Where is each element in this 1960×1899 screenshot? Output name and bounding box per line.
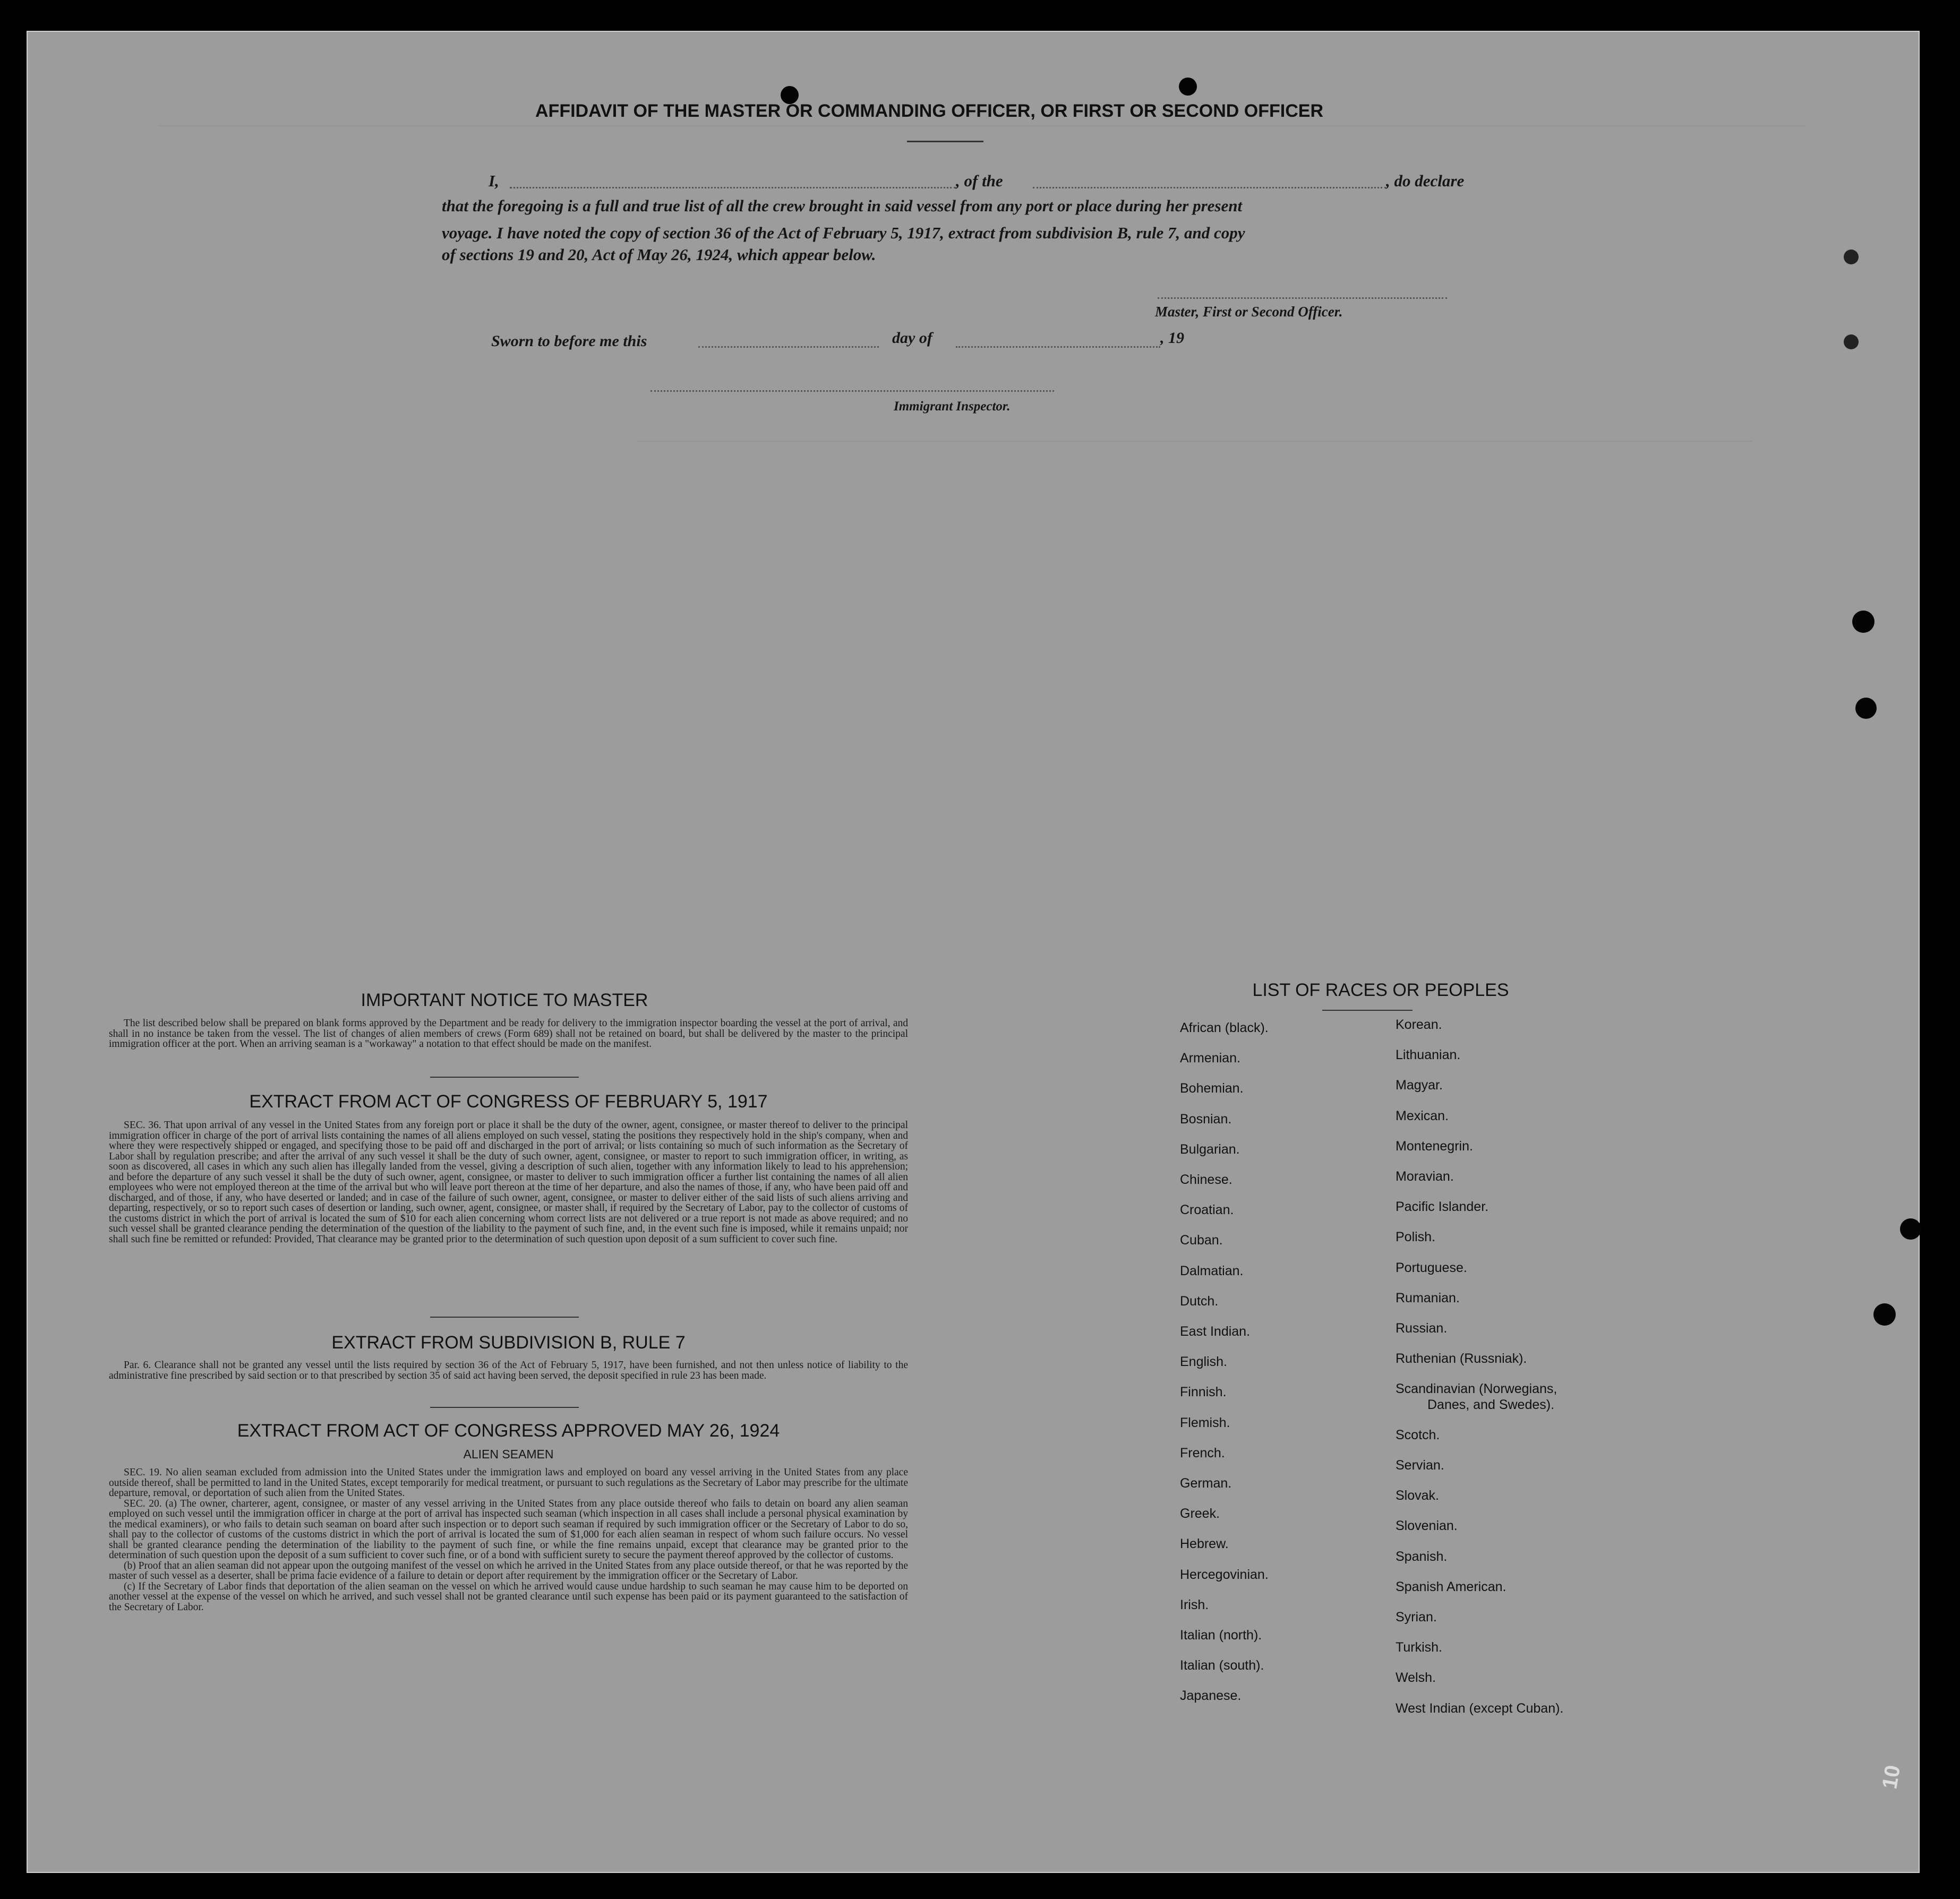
race-item: Syrian.	[1396, 1610, 1437, 1625]
sworn-label: Sworn to before me this	[491, 332, 647, 350]
race-item: Spanish.	[1396, 1549, 1448, 1564]
race-item: Scotch.	[1396, 1427, 1440, 1442]
inspector-signature-field[interactable]	[651, 390, 1054, 392]
section-divider	[430, 1407, 579, 1408]
race-item: Scandinavian (Norwegians,	[1396, 1381, 1557, 1397]
extract-1924-title: EXTRACT FROM ACT OF CONGRESS APPROVED MAY 26, 1924	[237, 1421, 780, 1441]
race-item: Bohemian.	[1180, 1081, 1244, 1096]
vessel-name-field[interactable]	[1033, 187, 1386, 188]
race-item: Bulgarian.	[1180, 1141, 1240, 1157]
race-item: Hercegovinian.	[1180, 1567, 1269, 1582]
race-item: Finnish.	[1180, 1385, 1227, 1400]
sworn-month-field[interactable]	[956, 346, 1160, 348]
race-item: Chinese.	[1180, 1172, 1233, 1187]
affidavit-title: AFFIDAVIT OF THE MASTER OR COMMANDING OFFICER, OR FIRST OR SECOND OFFICER	[535, 101, 1323, 121]
race-item: Servian.	[1396, 1458, 1444, 1473]
race-item: Slovenian.	[1396, 1518, 1458, 1534]
sec20a-text: SEC. 20. (a) The owner, charterer, agent, consignee, or master of any vessel arriving in the United States from any place outside thereof who fails to detain on board any alien seaman employed on such vessel until the immigration officer in charge at the port of arrival has inspected such seaman (which inspection in all cases shall include a personal physical examination by the medical examiners), or who fails to detain such seaman on board after such inspection or to deport such seaman if required by such immigration officer or the Secretary of Labor to do so, shall pay to the collector of customs of the customs district in which the port of arrival is located the sum of $1,000 for each alien seaman in respect of whom such failure occurs. No vessel shall be granted clearance pending the determination of the liability to the payment of such fine, or while the fine remains unpaid, except that clearance may be granted prior to the determination of such question upon the deposit of a sum sufficient to cover such fine, or of a bond with sufficient surety to secure the payment thereof approved by the collector of customs.	[109, 1498, 908, 1561]
race-item: Polish.	[1396, 1230, 1436, 1245]
race-item: Armenian.	[1180, 1051, 1240, 1066]
day-of-label: day of	[892, 329, 932, 347]
declaration-line: voyage. I have noted the copy of section 36 of the Act of February 5, 1917, extract from subdivision B, rule 7, and copy	[442, 224, 1245, 242]
declarant-label: I,	[489, 171, 499, 190]
race-item: Hebrew.	[1180, 1536, 1229, 1552]
year-label: , 19	[1160, 329, 1184, 347]
race-item: Spanish American.	[1396, 1579, 1507, 1594]
race-item: Italian (south).	[1180, 1658, 1264, 1673]
sec19-text: SEC. 19. No alien seaman excluded from admission into the United States under the immigration laws and employed on board any vessel arriving in the United States from any place outside thereof, shall be permitted to land in the United States, except temporarily for medical treatment, or pursuant to such regulations as the Secretary of Labor may prescribe for the ultimate departure, removal, or deportation of such alien from the United States.	[109, 1467, 908, 1499]
race-item: Rumanian.	[1396, 1290, 1460, 1305]
race-item: Bosnian.	[1180, 1111, 1232, 1127]
of-the-label: , of the	[956, 171, 1003, 190]
race-item: Montenegrin.	[1396, 1138, 1473, 1154]
notice-title: IMPORTANT NOTICE TO MASTER	[361, 990, 648, 1010]
race-item: English.	[1180, 1354, 1227, 1370]
race-item: French.	[1180, 1445, 1225, 1460]
page-number: 10	[1878, 1763, 1905, 1791]
declarant-name-field[interactable]	[510, 187, 956, 188]
race-item: Ruthenian (Russniak).	[1396, 1351, 1527, 1367]
declaration-line: of sections 19 and 20, Act of May 26, 1924, which appear below.	[442, 245, 876, 264]
races-title: LIST OF RACES OR PEOPLES	[1252, 980, 1509, 1000]
rule7-body	[109, 1360, 908, 1381]
sec20c-text: (c) If the Secretary of Labor finds that deportation of the alien seaman on the vessel on which he arrived would cause undue hardship to such seaman he may cause him to be deported on another vessel at the expense of the vessel on which he arrived, and such vessel shall not be granted clearance until such expense has been paid or its payment guaranteed to the satisfaction of the Secretary of Labor.	[109, 1580, 908, 1613]
master-signature-label: Master, First or Second Officer.	[1155, 304, 1343, 320]
race-item: Irish.	[1180, 1597, 1209, 1612]
section-36-text: SEC. 36. That upon arrival of any vessel in the United States from any foreign port or place it shall be the duty of the owner, agent, consignee, or master thereof to deliver to the principal immigration officer in charge of the port of arrival lists containing the names of all aliens employed on such vessel, stating the positions they respectively hold in the ship's company, when and where they were respectively shipped or engaged, and specifying those to be paid off and discharged in the port of arrival; or lists containing so much of such information as the Secretary of Labor shall by regulation prescribe; and after the arrival of any such vessel it shall be the duty of such owner, agent, consignee, or master to report to such immigration officer, in writing, as soon as discovered, all cases in which any such alien has illegally landed from the vessel, giving a description of such alien, together with any information likely to lead to his apprehension; and before the departure of any such vessel it shall be the duty of such owner, agent, consignee, or master to deliver to such immigration officer a further list containing the names of all alien employees who were not employed thereon at the time of the arrival but who will leave port thereon at the time of her departure, and also the names of those, if any, who have been paid off and discharged, and of those, if any, who have deserted or landed; and in case of the failure of such owner, agent, consignee, or master to deliver either of the said lists of such aliens arriving and departing, respectively, or so to report such cases of desertion or landing, such owner, agent, consignee, or master shall, if required by the Secretary of Labor, pay to the collector of customs of the customs district in which the port of arrival is located the sum of $10 for each alien concerning whom correct lists are not delivered or a true report is not made as above required; and no such vessel shall be granted clearance pending the determination of the question of the liability to the payment of such fine, and, in the event such fine is imposed, while it remains unpaid; nor shall such fine be remitted or refunded: Provided, That clearance may be granted prior to the determination of such question upon deposit of a sum sufficient to cover such fine.	[109, 1120, 908, 1245]
race-item: Portuguese.	[1396, 1260, 1467, 1275]
section-divider	[430, 1317, 579, 1318]
binder-mark	[1844, 334, 1859, 349]
race-item: Japanese.	[1180, 1688, 1242, 1704]
race-item: German.	[1180, 1476, 1232, 1491]
notice-text: The list described below shall be prepared on blank forms approved by the Department and be ready for delivery to the immigration inspector boarding the vessel at the port of arrival, and shall in no instance be taken from the vessel. The list of changes of alien members of crews (Form 689) shall not be retained on board, but shall be delivered by the master to the principal immigration officer at the port. When an arriving seaman is a "workaway" a notation to that effect should be made on the manifest.	[109, 1018, 908, 1050]
notice-body	[109, 1018, 908, 1050]
race-item: Welsh.	[1396, 1670, 1436, 1686]
race-item: Mexican.	[1396, 1108, 1449, 1123]
race-item: East Indian.	[1180, 1324, 1251, 1339]
bleed-through-text	[637, 419, 1752, 442]
sworn-day-field[interactable]	[698, 346, 879, 348]
race-item: Dalmatian.	[1180, 1263, 1244, 1278]
race-item: Danes, and Swedes).	[1427, 1397, 1555, 1412]
race-item: Flemish.	[1180, 1415, 1230, 1430]
race-item: African (black).	[1180, 1020, 1269, 1035]
do-declare-label: , do declare	[1386, 171, 1465, 190]
race-item: Cuban.	[1180, 1233, 1223, 1248]
punch-hole	[1855, 698, 1877, 719]
rule7-title: EXTRACT FROM SUBDIVISION B, RULE 7	[331, 1333, 686, 1353]
races-title-underline	[1322, 1010, 1413, 1011]
race-item: Turkish.	[1396, 1640, 1442, 1655]
title-underline	[907, 141, 983, 142]
race-item: West Indian (except Cuban).	[1396, 1700, 1564, 1716]
par6-text: Par. 6. Clearance shall not be granted any vessel until the lists required by section 36 of the Act of February 5, 1917, have been furnished, and not then unless notice of liability to the administrative fine prescribed by said section or to that prescribed by section 35 of said act having been served, the deposit specified in rule 23 has been made.	[109, 1360, 908, 1381]
race-item: Magyar.	[1396, 1078, 1443, 1093]
inspector-label: Immigrant Inspector.	[894, 399, 1011, 414]
extract-1917-body	[109, 1120, 908, 1244]
master-signature-field[interactable]	[1158, 297, 1447, 299]
race-item: Korean.	[1396, 1017, 1442, 1032]
race-item: Lithuanian.	[1396, 1047, 1461, 1063]
race-item: Moravian.	[1396, 1169, 1454, 1184]
race-item: Italian (north).	[1180, 1628, 1262, 1643]
race-item: Pacific Islander.	[1396, 1199, 1489, 1215]
punch-hole	[1179, 78, 1197, 96]
alien-seamen-subtitle: ALIEN SEAMEN	[463, 1447, 554, 1461]
sec20b-text: (b) Proof that an alien seaman did not appear upon the outgoing manifest of the vessel on which he arrived in the United States from any place outside thereof, or that he was reported by the master of such vessel as a deserter, shall be prima facie evidence of a failure to detain or deport after requirement by the immigration officer or the Secretary of Labor.	[109, 1560, 908, 1582]
race-item: Croatian.	[1180, 1202, 1234, 1218]
extract-1924-body	[109, 1467, 908, 1612]
extract-1917-title: EXTRACT FROM ACT OF CONGRESS OF FEBRUARY 5, 1917	[249, 1092, 768, 1112]
race-item: Greek.	[1180, 1506, 1220, 1522]
punch-hole	[1900, 1218, 1921, 1240]
race-item: Slovak.	[1396, 1488, 1439, 1503]
race-item: Russian.	[1396, 1321, 1448, 1336]
punch-hole	[1873, 1303, 1896, 1326]
section-divider	[430, 1077, 579, 1078]
declaration-line: that the foregoing is a full and true list of all the crew brought in said vessel from any port or place during her present	[442, 196, 1243, 215]
race-item: Dutch.	[1180, 1293, 1219, 1309]
binder-mark	[1844, 250, 1859, 264]
punch-hole	[1852, 611, 1875, 633]
